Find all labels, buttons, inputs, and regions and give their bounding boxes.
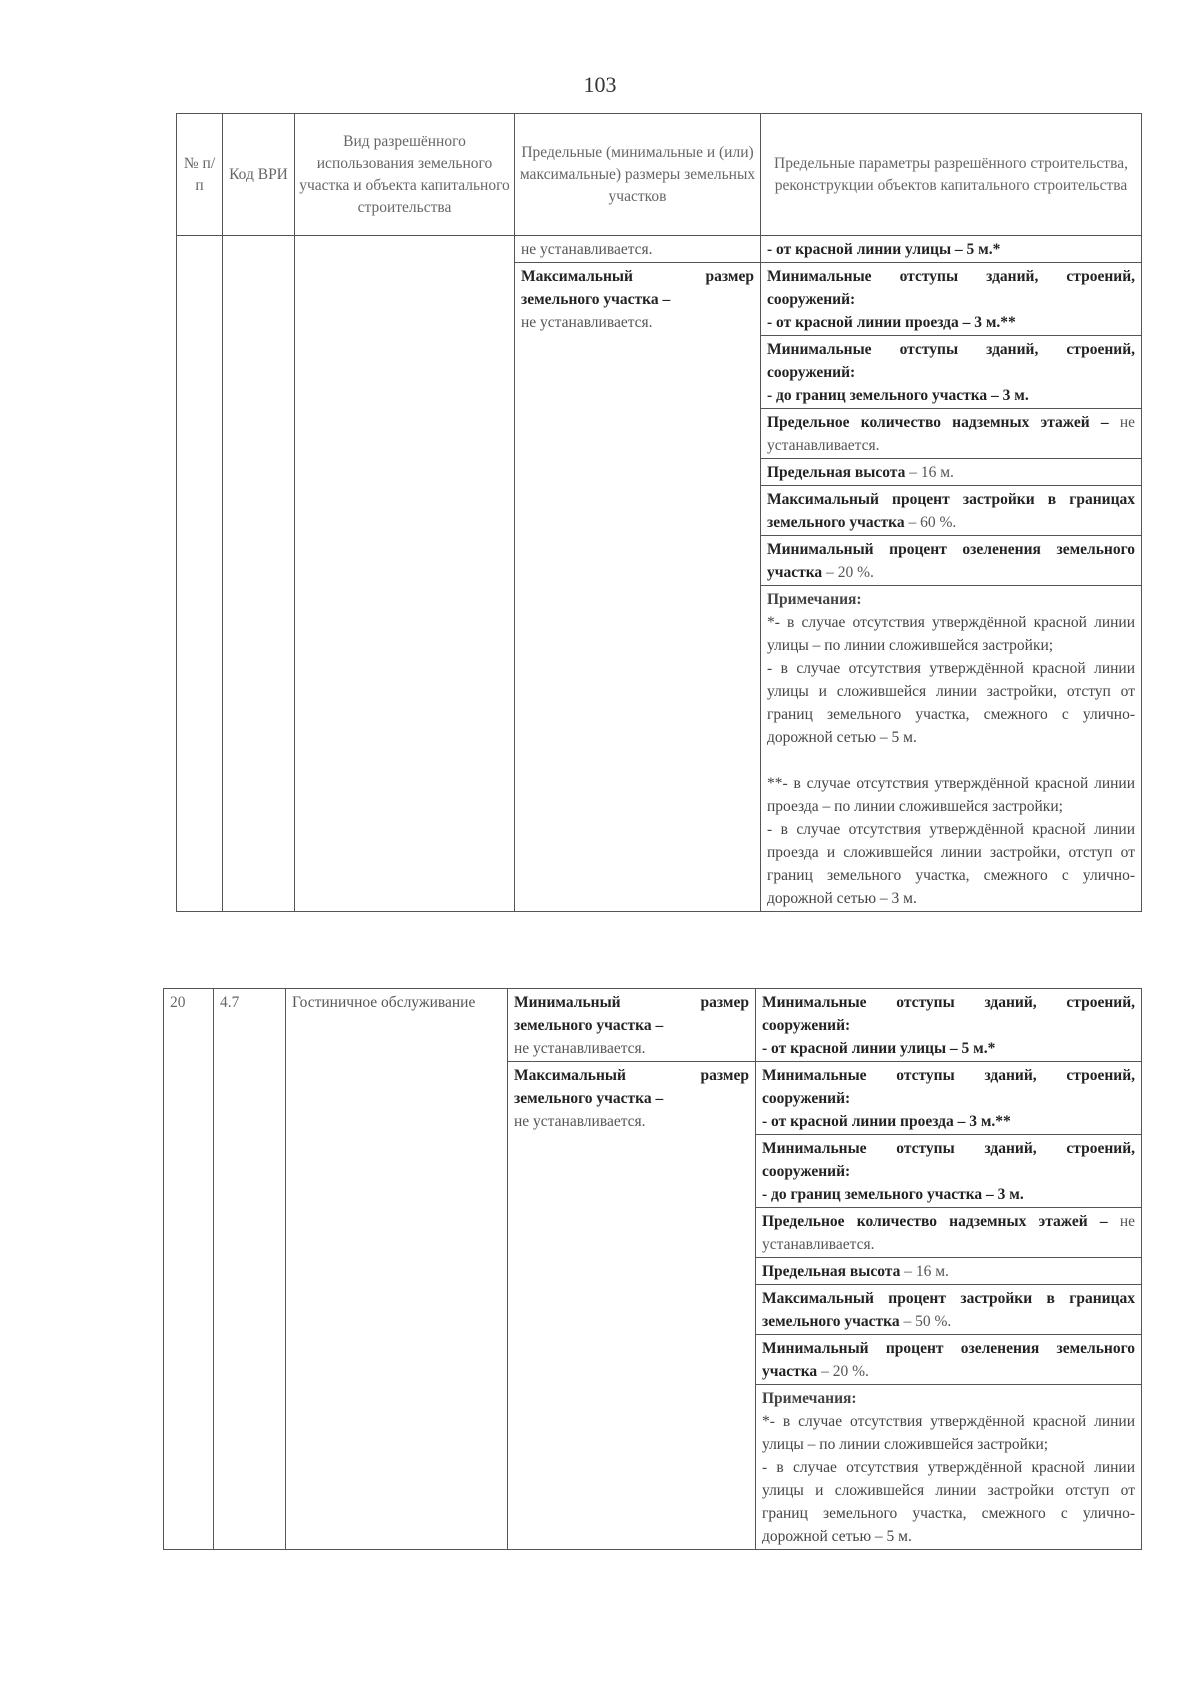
- notes-title: Примечания:: [767, 591, 862, 608]
- param-red-line-street: - от красной линии улицы – 5 м.*: [761, 236, 1142, 263]
- row-use-type: Гостиничное обслуживание: [286, 989, 508, 1550]
- notes-title: Примечания:: [762, 1390, 857, 1407]
- row-code: 4.7: [214, 989, 286, 1550]
- note-item: - в случае отсутствия утверждённой красной линии улицы и сложившейся линии застройки отступ от границ земельного участка, смежного с улично-дорожной сетью – 5 м.: [762, 1459, 1135, 1545]
- param-floors: Предельное количество надземных этажей – не устанавливается.: [761, 409, 1142, 459]
- param-min-setback-street: Минимальные отступы зданий, строений, сооружений: - от красной линии улицы – 5 м.*: [756, 989, 1142, 1062]
- param-height: Предельная высота – 16 м.: [756, 1258, 1142, 1285]
- param-min-setback-boundary: Минимальные отступы зданий, строений, сооружений: - до границ земельного участка – 3 м.: [761, 336, 1142, 409]
- param-floors: Предельное количество надземных этажей – не устанавливается.: [756, 1208, 1142, 1258]
- table-row: [177, 236, 1142, 263]
- header-build-params: Предельные параметры разрешённого строительства, реконструкции объектов капитального строительства: [761, 114, 1142, 236]
- cell-use-empty: [295, 236, 515, 912]
- page-number: 103: [583, 72, 617, 97]
- note-item: - в случае отсутствия утверждённой красной линии проезда и сложившейся линии застройки, отступ от границ земельного участка, смежного с улично-дорожной сетью – 3 м.: [767, 821, 1135, 907]
- param-min-setback-driveway: Минимальные отступы зданий, строений, сооружений: - от красной линии проезда – 3 м.**: [761, 263, 1142, 336]
- param-green-percent: Минимальный процент озеленения земельного участка – 20 %.: [756, 1335, 1142, 1385]
- table-header-row: [177, 114, 1142, 236]
- param-build-percent: Максимальный процент застройки в границах земельного участка – 50 %.: [756, 1285, 1142, 1335]
- cell-code-empty: [223, 236, 295, 912]
- note-item: *- в случае отсутствия утверждённой красной линии улицы – по линии сложившейся застройки;: [767, 614, 1135, 654]
- header-use-type: Вид разрешённого использования земельного участка и объекта капитального строительства: [295, 114, 515, 236]
- note-item: **- в случае отсутствия утверждённой красной линии проезда – по линии сложившейся застройки;: [767, 775, 1135, 815]
- row-number: 20: [164, 989, 214, 1550]
- plot-size-max: Максимальный размер земельного участка – не устанавливается.: [515, 263, 761, 912]
- note-item: *- в случае отсутствия утверждённой красной линии улицы – по линии сложившейся застройки;: [762, 1413, 1135, 1453]
- plot-size-continuation: не устанавливается.: [515, 236, 761, 263]
- table-row: [164, 989, 1142, 1062]
- cell-num-empty: [177, 236, 223, 912]
- notes-cell: [756, 1385, 1142, 1550]
- header-code: Код ВРИ: [223, 114, 295, 236]
- header-plot-size: Предельные (минимальные и (или) максимальные) размеры земельных участков: [515, 114, 761, 236]
- param-build-percent: Максимальный процент застройки в границах земельного участка – 60 %.: [761, 486, 1142, 536]
- param-height: Предельная высота – 16 м.: [761, 459, 1142, 486]
- param-green-percent: Минимальный процент озеленения земельного участка – 20 %.: [761, 536, 1142, 586]
- header-num: № п/п: [177, 114, 223, 236]
- regulations-table-row-20: [163, 988, 1142, 1550]
- notes-cell: [761, 586, 1142, 912]
- regulations-table-top: [176, 113, 1142, 912]
- param-min-setback-boundary: Минимальные отступы зданий, строений, сооружений: - до границ земельного участка – 3 м.: [756, 1135, 1142, 1208]
- plot-size-max: Максимальный размер земельного участка – не устанавливается.: [508, 1062, 756, 1550]
- plot-size-min: Минимальный размер земельного участка – не устанавливается.: [508, 989, 756, 1062]
- param-min-setback-driveway: Минимальные отступы зданий, строений, сооружений: - от красной линии проезда – 3 м.**: [756, 1062, 1142, 1135]
- note-item: - в случае отсутствия утверждённой красной линии улицы и сложившейся линии застройки, отступ от границ земельного участка, смежного с улично-дорожной сетью – 5 м.: [767, 660, 1135, 746]
